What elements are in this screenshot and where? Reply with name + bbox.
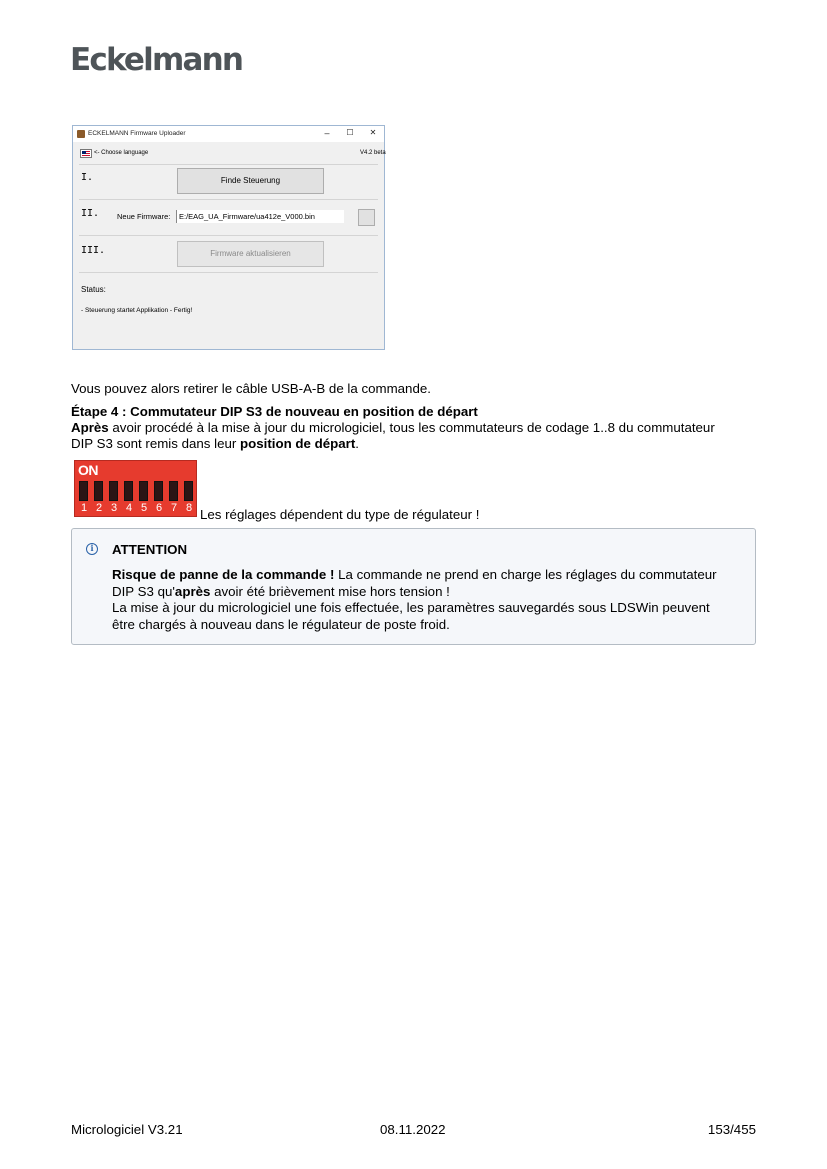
bold-apres: Après [71,420,109,435]
bold-position: position de départ [240,436,356,451]
p2-start: DIP S3 sont remis dans leur [71,436,240,451]
dip-switch-7 [169,481,178,501]
apres-bold: après [174,583,211,599]
dip-number: 3 [110,502,118,514]
window-titlebar [73,126,384,142]
dip-switch-5 [139,481,148,501]
firmware-uploader-screenshot [72,125,385,350]
find-controller-button[interactable]: Finde Steuerung [177,168,324,194]
window-title: ECKELMANN Firmware Uploader [88,130,186,137]
dip-switch-3 [109,481,118,501]
footer-left: Micrologiciel V3.21 [71,1122,183,1137]
paragraph-line-1 [71,420,715,436]
uk-flag-icon[interactable] [80,149,92,158]
risk-bold: Risque de panne de la commande ! [112,567,335,582]
close-button[interactable]: ✕ [369,128,377,137]
remove-cable-text: Vous pouvez alors retirer le câble USB-A-B de la commande. [71,381,431,396]
paragraph-line-2 [71,436,359,452]
attention-box [71,528,756,645]
separator [79,272,378,273]
app-icon [77,130,85,138]
firmware-path-input[interactable]: E:/EAG_UA_Firmware/ua412e_V000.bin [176,210,344,223]
dip-switch-2 [94,481,103,501]
dip-number: 2 [95,502,103,514]
attention-line-2 [112,584,450,601]
p1-rest: avoir procédé à la mise à jour du micrologiciel, tous les commutateurs de codage 1..8 du commutateur [108,420,715,435]
step-2-label: II. [81,208,100,219]
separator [79,164,378,165]
attention-title: ATTENTION [112,542,188,557]
step-1-label: I. [81,172,94,183]
eckelmann-logo: Eckelmann [70,42,243,78]
minimize-button[interactable]: – [324,128,330,138]
dip-switch-image [74,460,197,517]
separator [79,235,378,236]
dip-switch-6 [154,481,163,501]
attention-line-4: être chargés à nouveau dans le régulateur de poste froid. [112,616,450,632]
dip-number: 1 [80,502,88,514]
separator [79,199,378,200]
attention-line-3: La mise à jour du micrologiciel une fois effectuée, les paramètres sauvegardés sous LDSWin peuvent [112,600,710,615]
status-label: Status: [81,285,106,294]
firmware-label: Neue Firmware: [117,212,171,221]
dip-number: 7 [170,502,178,514]
status-text: - Steuerung startet Applikation - Fertig! [81,307,193,314]
update-firmware-button[interactable]: Firmware aktualisieren [177,241,324,267]
p2-end: . [355,436,359,451]
dip-number: 6 [155,502,163,514]
dip-switch-8 [184,481,193,501]
l2-start: DIP S3 qu' [112,583,175,599]
footer-date: 08.11.2022 [380,1122,446,1137]
dip-caption: Les réglages dépendent du type de régulateur ! [200,507,480,522]
dip-switch-1 [79,481,88,501]
dip-switch-4 [124,481,133,501]
choose-language-label: <- Choose language [94,150,149,156]
browse-button[interactable] [358,209,375,226]
l2-rest: avoir été brièvement mise hors tension ! [210,583,450,599]
info-icon: i [86,543,98,555]
dip-number: 5 [140,502,148,514]
dip-on-label: ON [78,462,98,478]
step-4-heading: Étape 4 : Commutateur DIP S3 de nouveau en position de départ [71,404,478,419]
attention-line-1 [112,567,717,584]
dip-number: 8 [185,502,193,514]
footer-page-number: 153/455 [707,1122,756,1137]
version-label: V4.2 beta [360,150,386,156]
step-3-label: III. [81,245,106,256]
maximize-button[interactable]: ☐ [346,128,354,137]
l1-rest: La commande ne prend en charge les réglages du commutateur [334,567,717,582]
dip-number: 4 [125,502,133,514]
